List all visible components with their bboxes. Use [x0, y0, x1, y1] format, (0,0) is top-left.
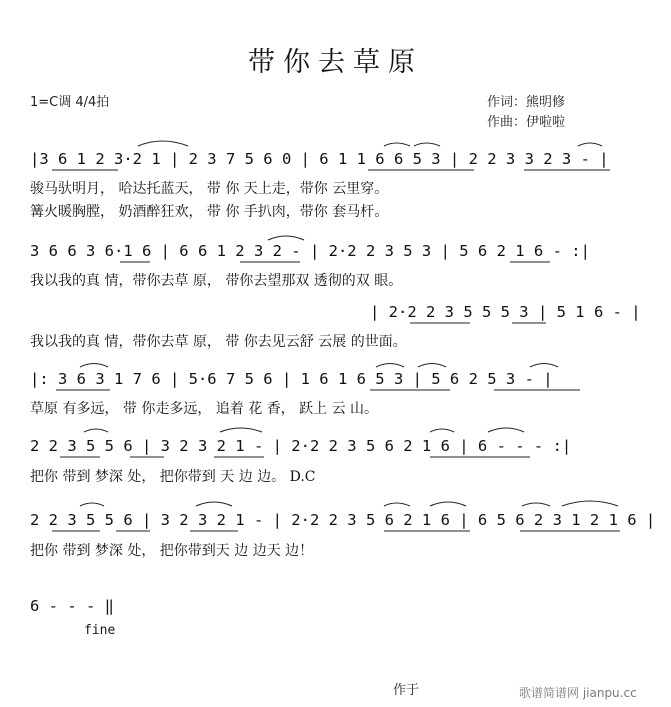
slur: [138, 141, 188, 146]
slur: [268, 236, 304, 240]
composer-name: 伊啦啦: [526, 115, 566, 130]
slur: [384, 503, 410, 506]
lyricist-credit: 作词：熊明修: [487, 95, 566, 110]
score-line-4-lyric: 草原 有多远， 带 你走多远， 追着 花 香， 跃上 云 山。: [30, 401, 379, 417]
fine-mark: fine: [84, 623, 116, 638]
score-line-2-lyric: 我以我的真 情，带你去草 原， 带你去望那双 透彻的双 眼。: [30, 273, 403, 289]
score-line-1-notes: |3 6 1 2 3·2 1 | 2 3 7 5 6 0 | 6 1 1 6 6 5 3 | 2 2 3 3 2 3 - |: [30, 150, 609, 168]
slur: [196, 502, 232, 506]
slur: [220, 428, 262, 432]
score-line-1-lyric-verse1: 骏马驮明月， 哈达托蓝天， 带 你 天上走，带你 云里穿。: [30, 181, 389, 197]
score-line-7-notes: 6 - - - ‖: [30, 597, 114, 615]
score-line-1-lyric-verse2: 篝火暖胸膛， 奶酒醉狂欢， 带 你 手扒肉，带你 套马杆。: [30, 204, 389, 220]
score-line-5-lyric: 把你 带到 梦深 处， 把你带到 天 边 边。 D.C: [30, 469, 316, 485]
score-line-3-notes: | 2·2 2 3 5 5 5 3 | 5 1 6 - |: [370, 303, 641, 321]
slur: [578, 143, 602, 146]
watermark: 歌谱简谱网 jianpu.cc: [519, 686, 637, 700]
score-line-6-notes: 2 2 3 5 5 6 | 3 2 3 2 1 - | 2·2 2 3 5 6 2 1 6 | 6 5 6 2 3 1 2 1 6 |: [30, 511, 656, 529]
score-line-6-lyric: 把你 带到 梦深 处， 把你带到天 边 边天 边！: [30, 543, 314, 559]
key-signature: 1=C调 4/4拍: [30, 95, 110, 110]
score-line-3-lyric: 我以我的真 情，带你去草 原， 带 你去见云舒 云展 的世面。: [30, 334, 407, 350]
slur: [530, 364, 558, 368]
slur: [84, 429, 108, 432]
score-line-4-notes: |: 3 6 3 1 7 6 | 5·6 7 5 6 | 1 6 1 6 5 3 | 5 6 2 5 3 - |: [30, 370, 553, 388]
slur: [414, 143, 440, 146]
slur: [488, 428, 524, 432]
slur: [430, 429, 454, 432]
slur: [430, 502, 466, 506]
slur: [80, 364, 108, 368]
slur: [80, 503, 104, 506]
slur: [522, 503, 550, 506]
composer-label: 作曲：: [487, 115, 527, 130]
slur: [418, 364, 446, 368]
score-line-2-notes: 3 6 6 3 6·1 6 | 6 6 1 2 3 2 - | 2·2 2 3 5 3 | 5 6 2 1 6 - :|: [30, 242, 590, 260]
slur: [562, 501, 618, 506]
slur: [376, 364, 404, 368]
page-title: 带你去草原: [248, 47, 423, 78]
score-line-5-notes: 2 2 3 5 5 6 | 3 2 3 2 1 - | 2·2 2 3 5 6 2 1 6 | 6 - - - :|: [30, 437, 572, 455]
arranger-credit: 作于: [393, 683, 420, 698]
slur: [384, 143, 410, 146]
